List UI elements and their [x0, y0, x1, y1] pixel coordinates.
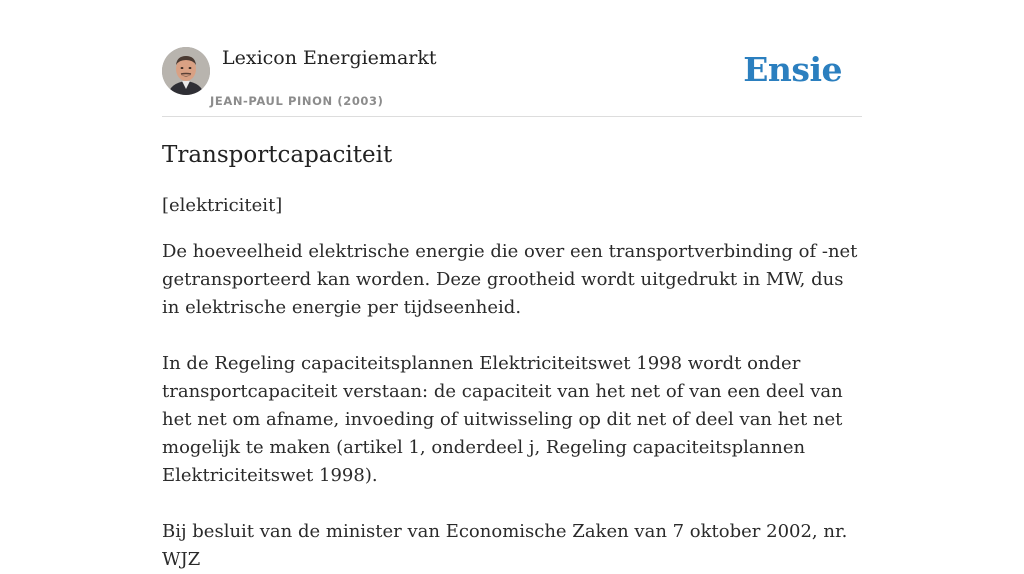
author-avatar[interactable] — [162, 47, 210, 95]
entry-title: Transportcapaciteit — [162, 142, 393, 168]
entry-paragraph: De hoeveelheid elektrische energie die over een transportverbinding of -net getransporteerd kan worden. Deze grootheid wordt uitgedrukt in MW, dus in elektrische energie per tijdseenheid. — [162, 241, 858, 318]
lexicon-title[interactable]: Lexicon Energiemarkt — [222, 47, 437, 69]
avatar-portrait-icon — [162, 47, 210, 95]
entry-paragraph: In de Regeling capaciteitsplannen Elektriciteitswet 1998 wordt onder transportcapaciteit verstaan: de capaciteit van het net of van een deel van het net om afname, invoeding of uitwisseling op dit net of deel van het net mogelijk te maken (artikel 1, onderdeel j, Regeling capaciteitsplannen Elektriciteitswet 1998). — [162, 353, 843, 486]
brand-logo[interactable]: Ensie — [743, 50, 842, 89]
author-name[interactable]: JEAN-PAUL PINON (2003) — [210, 94, 384, 108]
entry-category: [elektriciteit] — [162, 195, 283, 216]
entry-paragraph: Bij besluit van de minister van Economische Zaken van 7 oktober 2002, nr. WJZ — [162, 521, 848, 570]
header — [162, 46, 862, 117]
entry-content — [162, 140, 862, 574]
